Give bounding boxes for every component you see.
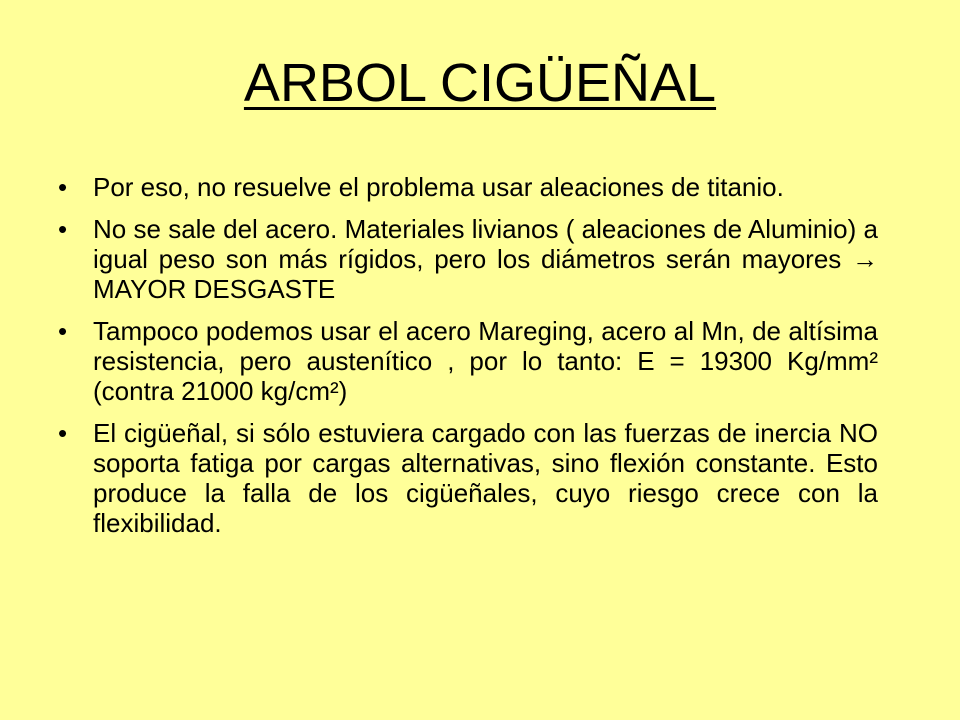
bullet-dot-icon: • xyxy=(58,214,68,244)
bullet-list xyxy=(58,172,878,550)
bullet-item xyxy=(58,214,878,304)
bullet-dot-icon: • xyxy=(58,172,68,202)
bullet-dot-icon: • xyxy=(58,316,68,346)
bullet-dot-icon: • xyxy=(58,418,68,448)
bullet-text: Tampoco podemos usar el acero Mareging, acero al Mn, de altísima resistencia, pero austenítico , por lo tanto: E = 19300 Kg/mm² (contra 21000 kg/cm²) xyxy=(93,316,878,406)
bullet-text: No se sale del acero. Materiales livianos ( aleaciones de Aluminio) a igual peso son más rígidos, pero los diámetros serán mayores → MAYOR DESGASTE xyxy=(93,214,878,304)
bullet-item xyxy=(58,418,878,538)
bullet-text: El cigüeñal, si sólo estuviera cargado con las fuerzas de inercia NO soporta fatiga por cargas alternativas, sino flexión constante. Esto produce la falla de los cigüeñales, cuyo riesgo crece con la flexibilidad. xyxy=(93,418,878,538)
slide-title: ARBOL CIGÜEÑAL xyxy=(243,53,717,113)
bullet-text: Por eso, no resuelve el problema usar aleaciones de titanio. xyxy=(93,172,784,202)
bullet-item xyxy=(58,172,878,202)
bullet-item xyxy=(58,316,878,406)
